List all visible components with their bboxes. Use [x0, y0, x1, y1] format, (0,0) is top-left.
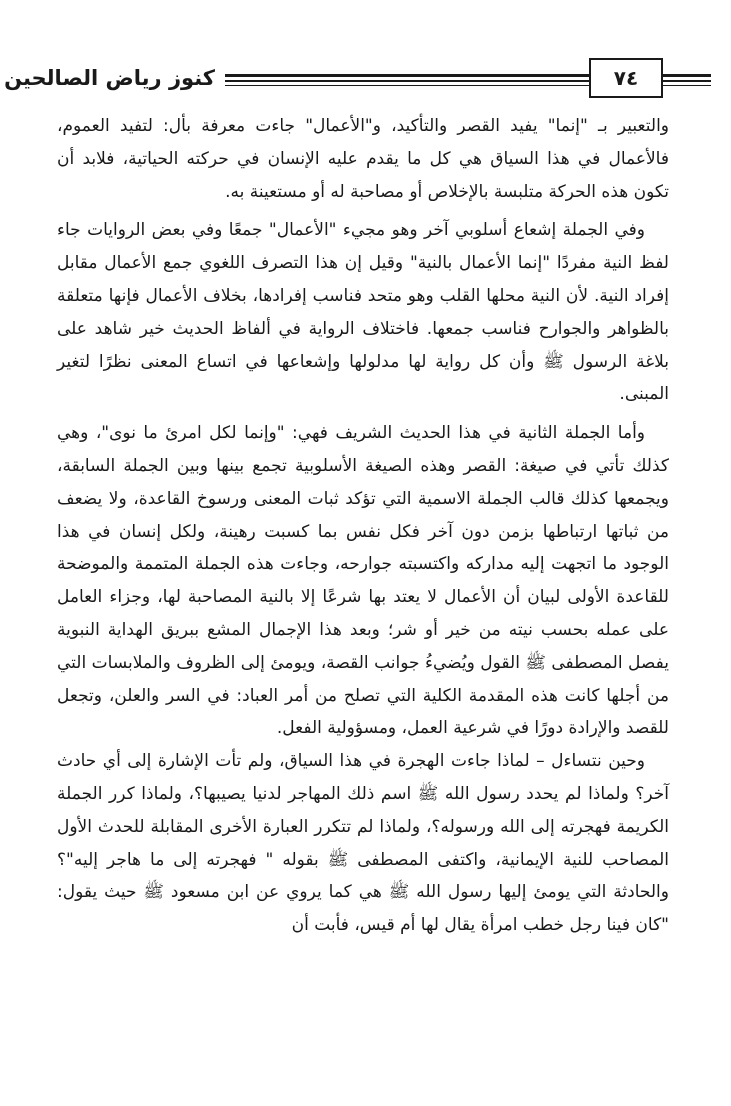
paragraph: والتعبير بـ "إنما" يفيد القصر والتأكيد، و"الأعمال" جاءت معرفة بأل: لتفيد العموم، فالأعمال في هذا السياق هي كل ما يقدم عليه الإنسان في حركته الحياتية، فلابد أن تكون هذه الحركة متلبسة بالإخلاص أو مصاحبة له أو مستعينة به. [58, 116, 670, 202]
body-text [58, 110, 670, 942]
page-number: ٧٤ [590, 58, 664, 98]
paragraph: وحين نتساءل – لماذا جاءت الهجرة في هذا السياق، ولم تأت الإشارة إلى أي حادث آخر؟ ولماذا لم يحدد رسول الله ﷺ اسم ذلك المهاجر لدنيا يصيبها؟، ولماذا كرر الجملة الكريمة فهجرته إلى الله ورسوله؟، ولماذا لم تتكرر العبارة الأخرى المقابلة للحدث الأول المصاحب للنية الإيمانية، واكتفى المصطفى ﷺ بقوله " فهجرته إلى ما هاجر إليه"؟ والحادثة التي يومئ إليها رسول الله ﷺ هي كما يروي عن ابن مسعود ﷺ حيث يقول: "كان فينا رجل خطب امرأة يقال لها أم قيس، فأبت أن [58, 751, 670, 936]
paragraph: وفي الجملة إشعاع أسلوبي آخر وهو مجيء "الأعمال" جمعًا وفي بعض الروايات جاء لفظ النية مفردًا "إنما الأعمال بالنية" وقيل إن هذا التصرف اللغوي جمع الأعمال مقابل إفراد النية. لأن النية محلها القلب وهو متحد فناسب إفرادها، بخلاف الأعمال فإنها متعلقة بالظواهر والجوارح فناسب جمعها. فاختلاف الرواية في ألفاظ الحديث خير شاهد على بلاغة الرسول ﷺ وأن كل رواية لها مدلولها وإشعاعها في اتساع المعنى نظرًا لتغير المبنى. [58, 220, 670, 405]
page-header [5, 56, 712, 102]
paragraph: وأما الجملة الثانية في هذا الحديث الشريف فهي: "وإنما لكل امرئ ما نوى"، وهي كذلك تأتي في صيغة: القصر وهذه الصيغة الأسلوبية تجمع بينها وبين الجملة السابقة، ويجمعها كذلك قالب الجملة الاسمية التي تؤكد ثبات المعنى ورسوخ القاعدة، ولا يضعف من ثباتها ارتباطها بزمن دون آخر فكل نفس بما كسبت رهينة، ولكل إنسان في هذا الوجود ما اتجهت إليه مداركه واكتسبته جوارحه، وجاءت هذه الجملة المتممة والموضحة للقاعدة الأولى لبيان أن الأعمال لا يعتد بها شرعًا إلا بالنية المصاحبة لها، وجزاء العامل على عمله بحسب نيته من خير أو شر؛ وبعد هذا الإجمال المشع ببريق الهداية النبوية يفصل المصطفى ﷺ القول ويُضيءُ جوانب القصة، ويومئ إلى الظروف والملابسات التي من أجلها كانت هذه المقدمة الكلية التي تصلح من أمر العباد: في السر والعلن، وتجعل للقصد والإرادة دورًا في شرعية العمل، ومسؤولية الفعل. [58, 423, 670, 739]
book-title: كنوز رياض الصالحين [0, 60, 226, 96]
